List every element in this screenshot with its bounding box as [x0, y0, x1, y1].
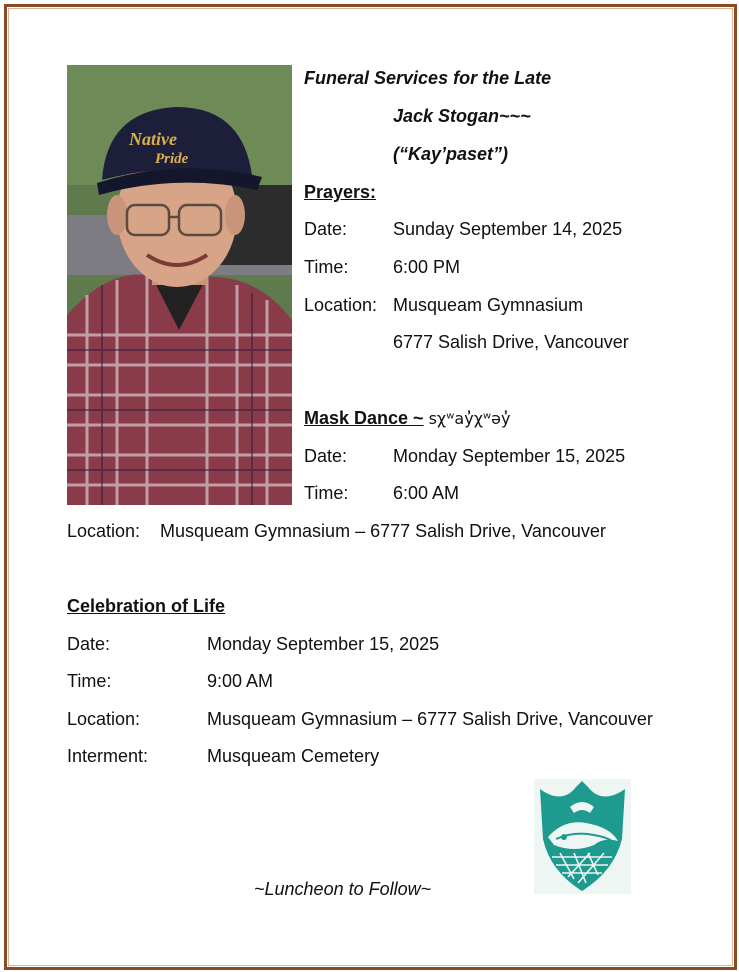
musqueam-crest-logo-icon — [534, 779, 631, 894]
mask-dance-heading-text: Mask Dance ~ — [304, 408, 424, 428]
celebration-date-label: Date: — [67, 634, 111, 654]
celebration-date: Monday September 15, 2025 — [207, 634, 440, 654]
celebration-location: Musqueam Gymnasium – 6777 Salish Drive, Vancouver — [207, 709, 653, 729]
celebration-heading: Celebration of Life — [67, 596, 226, 616]
prayers-time: 6:00 PM — [393, 257, 461, 277]
mask-location-label: Location: — [67, 521, 141, 541]
celebration-location-label: Location: — [67, 709, 141, 729]
celebration-time-label: Time: — [67, 671, 112, 691]
prayers-location-2: 6777 Salish Drive, Vancouver — [393, 332, 629, 352]
mask-dance-heading — [304, 407, 510, 430]
mask-time-label: Time: — [304, 483, 349, 503]
prayers-date-label: Date: — [304, 219, 348, 239]
interment-value: Musqueam Cemetery — [207, 746, 380, 766]
mask-location: Musqueam Gymnasium – 6777 Salish Drive, Vancouver — [160, 521, 606, 541]
prayers-location-label: Location: — [304, 295, 378, 315]
svg-text:Native: Native — [129, 129, 177, 149]
prayers-heading: Prayers: — [304, 182, 377, 202]
mask-date-label: Date: — [304, 446, 348, 466]
celebration-time: 9:00 AM — [207, 671, 274, 691]
prayers-location-1: Musqueam Gymnasium — [393, 295, 584, 315]
prayers-time-label: Time: — [304, 257, 349, 277]
deceased-nickname: (“Kay’paset”) — [393, 144, 509, 164]
title-line-1: Funeral Services for the Late — [304, 68, 552, 88]
mask-date: Monday September 15, 2025 — [393, 446, 626, 466]
mask-time: 6:00 AM — [393, 483, 460, 503]
interment-label: Interment: — [67, 746, 149, 766]
portrait-photo — [67, 65, 292, 505]
mask-dance-native-name: sχʷay̓χʷəy̓ — [428, 409, 511, 428]
prayers-date: Sunday September 14, 2025 — [393, 219, 623, 239]
luncheon-note: ~Luncheon to Follow~ — [254, 879, 432, 899]
svg-text:Pride: Pride — [155, 151, 189, 167]
deceased-name: Jack Stogan~~~ — [393, 106, 531, 126]
